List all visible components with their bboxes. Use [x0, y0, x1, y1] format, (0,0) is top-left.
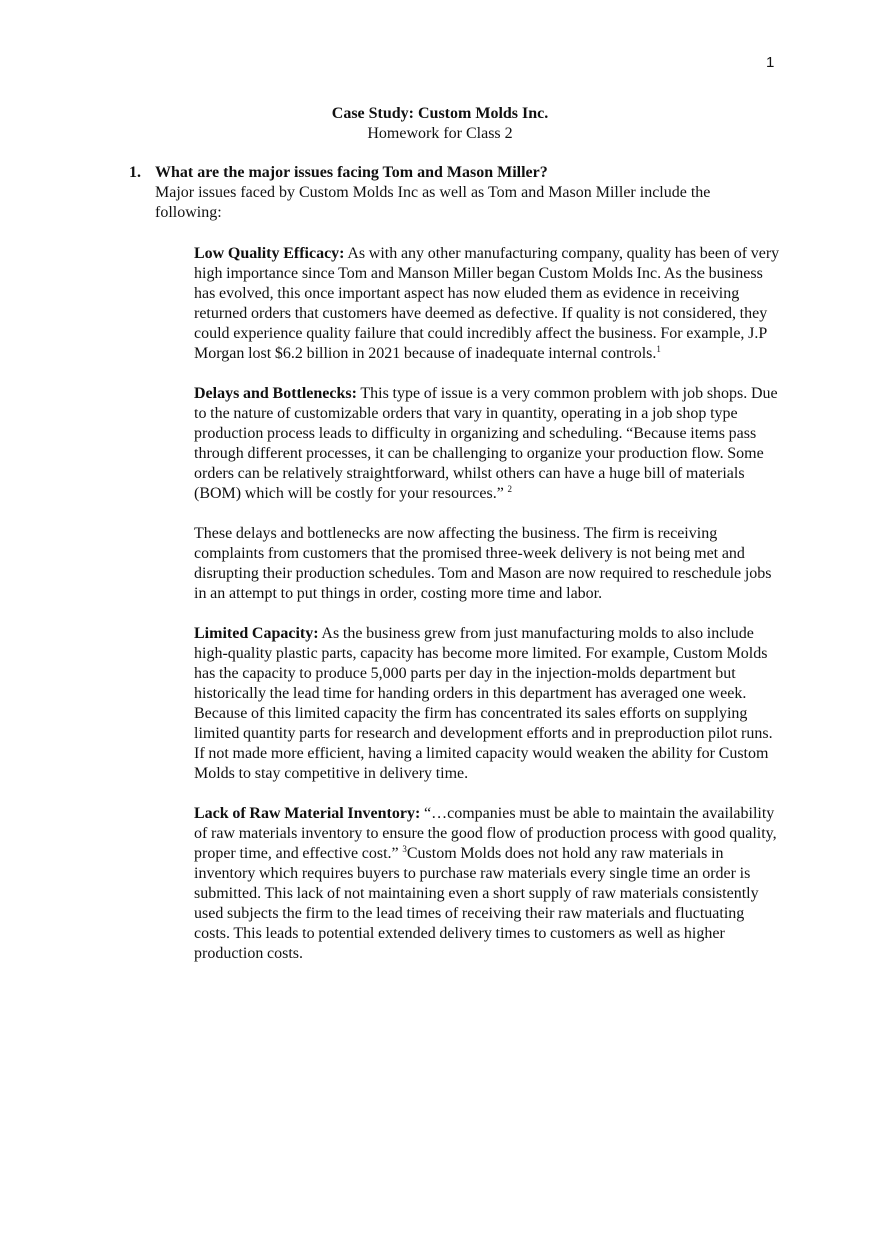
- issue-quote: “…companies must be able to maintain the availability of raw materials inventory to ensure the good flow of production process with good quality, proper time, and effective cost.”: [194, 805, 777, 862]
- footnote-ref: 1: [656, 344, 661, 354]
- issues-list: [194, 244, 780, 984]
- document-subtitle: Homework for Class 2: [367, 125, 513, 142]
- footnote-ref: 2: [507, 484, 513, 494]
- question-intro: Major issues faced by Custom Molds Inc as well as Tom and Mason Miller include the following:: [155, 184, 711, 221]
- page-number: 1: [766, 54, 775, 71]
- issue-text: This type of issue is a very common problem with job shops. Due to the nature of customizable orders that vary in quantity, operating in a job shop type production process leads to difficulty in organizing and scheduling. “Because items pass through different processes, it can be challenging to organize your production flow. Some orders can be relatively straightforward, whilst others can have a huge bill of materials (BOM) which will be costly for your resources.”: [194, 385, 778, 502]
- issue-heading: Limited Capacity:: [194, 625, 319, 642]
- question-heading: What are the major issues facing Tom and Mason Miller?: [155, 164, 548, 181]
- document-title: Case Study: Custom Molds Inc.: [331, 105, 549, 122]
- delays-followup-paragraph: [194, 524, 780, 604]
- issue-text: As with any other manufacturing company, quality has been of very high importance since Tom and Manson Miller began Custom Molds Inc. As the business has evolved, this once important aspect has now eluded them as evidence in receiving returned orders that customers have deemed as defective. If quality is not considered, they could experience quality failure that could incredibly affect the business. For example, J.P Morgan lost $6.2 billion in 2021 because of inadequate internal controls.: [194, 245, 780, 362]
- issue-heading: Lack of Raw Material Inventory:: [194, 805, 421, 822]
- issue-limited-capacity: [194, 624, 780, 784]
- issue-heading: Delays and Bottlenecks:: [194, 385, 357, 402]
- issue-text: Custom Molds does not hold any raw materials in inventory which requires buyers to purchase raw materials every single time an order is submitted. This lack of not maintaining even a short supply of raw materials consistently used subjects the firm to the lead times of receiving their raw materials and fluctuating costs. This leads to potential extended delivery times to customers as well as higher production costs.: [194, 845, 759, 962]
- issue-text: As the business grew from just manufacturing molds to also include high-quality plastic parts, capacity has become more limited. For example, Custom Molds has the capacity to produce 5,000 parts per day in the injection-molds department but historically the lead time for handing orders in this department has averaged one week. Because of this limited capacity the firm has concentrated its sales efforts on supplying limited quantity parts for research and development efforts and in preproduction pilot runs. If not made more efficient, having a limited capacity would weaken the ability for Custom Molds to stay competitive in delivery time.: [194, 625, 773, 782]
- footnote-ref: 3: [402, 844, 407, 854]
- document-title-block: [0, 104, 880, 144]
- issue-delays-and-bottlenecks: [194, 384, 780, 504]
- question-number: 1.: [129, 164, 141, 181]
- issue-heading: Low Quality Efficacy:: [194, 245, 345, 262]
- issue-low-quality-efficacy: [194, 244, 780, 364]
- question-1: [129, 163, 769, 223]
- paragraph-text: These delays and bottlenecks are now affecting the business. The firm is receiving complaints from customers that the promised three-week delivery is not being met and disrupting their production schedules. Tom and Mason are now required to reschedule jobs in an attempt to put things in order, costing more time and labor.: [194, 525, 772, 602]
- issue-lack-of-raw-material-inventory: [194, 804, 780, 964]
